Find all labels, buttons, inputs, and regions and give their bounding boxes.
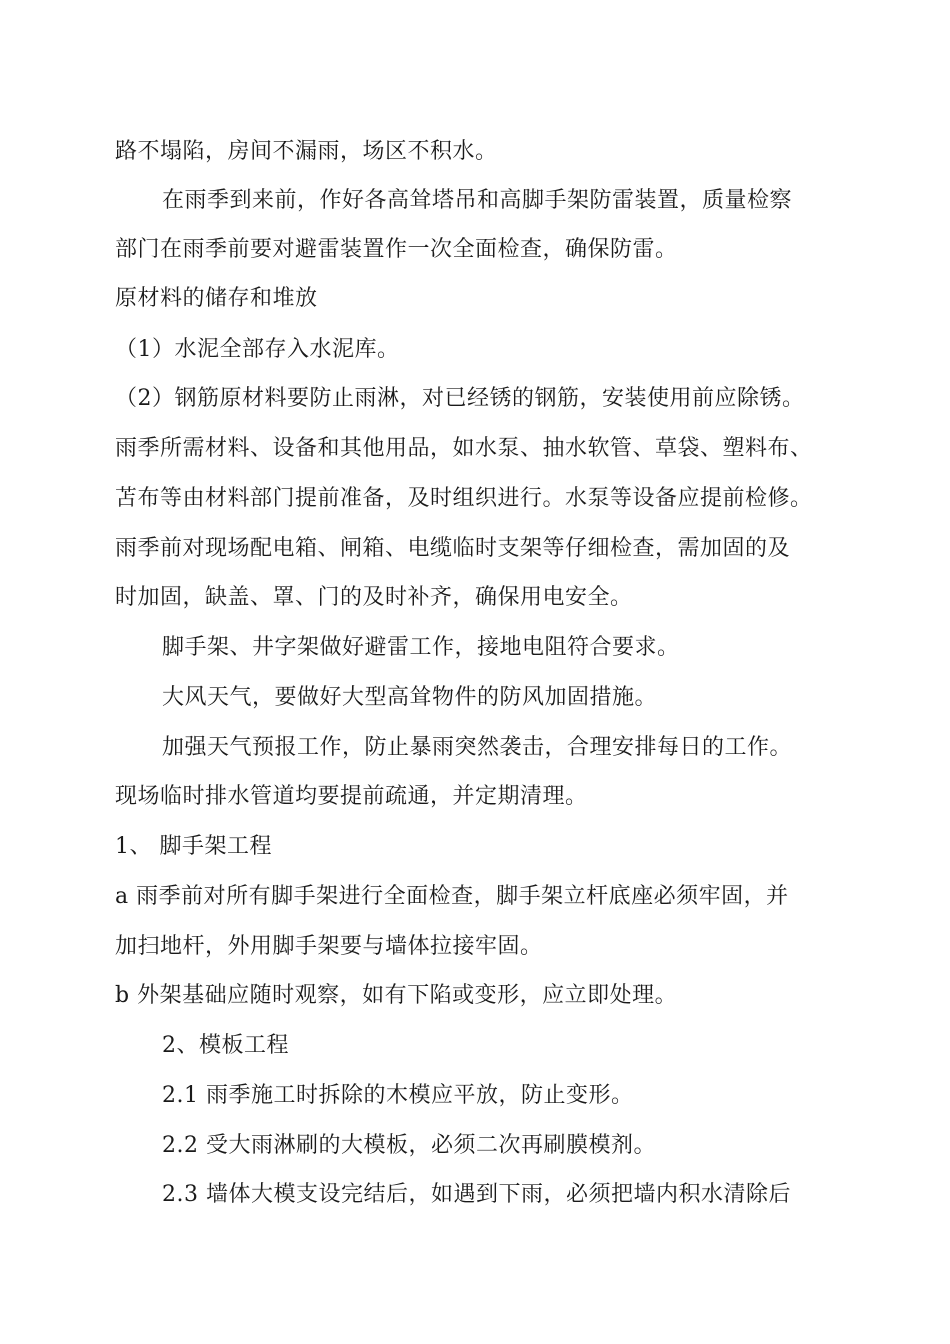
text-line-2: 在雨季到来前，作好各高耸塔吊和高脚手架防雷装置，质量检察 [162, 188, 793, 213]
section-heading-materials: 原材料的储存和堆放 [115, 286, 318, 311]
text-line-10: 时加固，缺盖、罩、门的及时补齐，确保用电安全。 [115, 585, 633, 610]
text-line-22: 2.3 墙体大模支设完结后，如遇到下雨，必须把墙内积水清除后 [162, 1182, 791, 1207]
section-heading-scaffolding: 1、 脚手架工程 [115, 834, 272, 859]
text-line-9: 雨季前对现场配电箱、闸箱、电缆临时支架等仔细检查，需加固的及 [115, 536, 791, 561]
text-line-14: 现场临时排水管道均要提前疏通，并定期清理。 [115, 784, 588, 809]
text-line-21: 2.2 受大雨淋刷的大模板，必须二次再刷膜模剂。 [162, 1133, 656, 1158]
text-line-17: 加扫地杆，外用脚手架要与墙体拉接牢固。 [115, 934, 543, 959]
text-line-18: b 外架基础应随时观察，如有下陷或变形，应立即处理。 [115, 983, 678, 1008]
text-line-13: 加强天气预报工作，防止暴雨突然袭击，合理安排每日的工作。 [162, 735, 793, 760]
text-line-8: 苫布等由材料部门提前准备，及时组织进行。水泵等设备应提前检修。 [115, 486, 813, 511]
text-line-20: 2.1 雨季施工时拆除的木模应平放，防止变形。 [162, 1083, 634, 1108]
section-heading-formwork: 2、模板工程 [162, 1033, 289, 1058]
text-line-16: a 雨季前对所有脚手架进行全面检查，脚手架立杆底座必须牢固，并 [115, 884, 789, 909]
text-line-12: 大风天气，要做好大型高耸物件的防风加固措施。 [162, 685, 658, 710]
text-line-3: 部门在雨季前要对避雷装置作一次全面检查，确保防雷。 [115, 237, 678, 262]
text-line-6: （2）钢筋原材料要防止雨淋，对已经锈的钢筋，安装使用前应除锈。 [115, 386, 805, 411]
text-line-11: 脚手架、井字架做好避雷工作，接地电阻符合要求。 [162, 635, 680, 660]
text-line-1: 路不塌陷，房间不漏雨，场区不积水。 [115, 139, 498, 164]
text-line-7: 雨季所需材料、设备和其他用品，如水泵、抽水软管、草袋、塑料布、 [115, 436, 813, 461]
text-line-5: （1）水泥全部存入水泥库。 [115, 337, 400, 362]
